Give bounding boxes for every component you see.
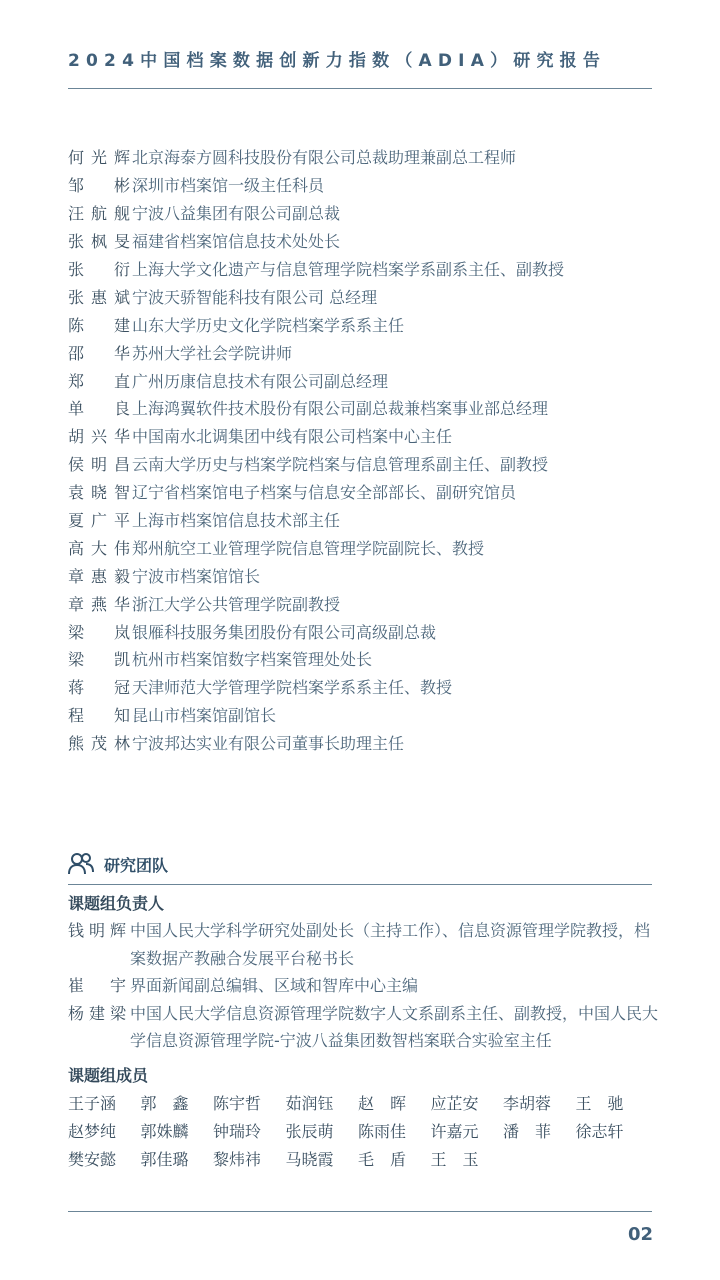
page-number: 02	[628, 1224, 654, 1245]
expert-row	[68, 729, 668, 757]
expert-row	[68, 199, 668, 227]
member-name: 茹润钰	[285, 1093, 334, 1113]
member-name: 郭佳璐	[140, 1149, 189, 1169]
leader-title: 中国人民大学科学研究处副处长（主持工作）、信息资源管理学院教授，档案数据产教融合发展平台秘书长	[130, 921, 651, 968]
team-title: 研究团队	[104, 855, 169, 875]
expert-title: 郑州航空工业管理学院信息管理学院副院长、教授	[132, 538, 485, 558]
expert-list	[68, 143, 668, 757]
team-divider	[68, 884, 652, 885]
expert-name: 单 良	[68, 399, 130, 419]
expert-name: 高大伟	[68, 538, 130, 558]
expert-row	[68, 282, 668, 310]
expert-name: 蒋 冠	[68, 678, 130, 698]
expert-title: 宁波市档案馆馆长	[132, 566, 261, 586]
expert-row	[68, 589, 668, 617]
expert-title: 上海市档案馆信息技术部主任	[132, 511, 341, 531]
expert-row	[68, 561, 668, 589]
expert-row	[68, 310, 668, 338]
expert-row	[68, 506, 668, 534]
expert-title: 广州历康信息技术有限公司副总经理	[132, 371, 389, 391]
leader-name: 崔 宇	[68, 976, 126, 995]
expert-row	[68, 338, 668, 366]
member-list	[68, 1088, 668, 1172]
expert-name: 何光辉	[68, 148, 130, 168]
expert-row	[68, 645, 668, 673]
expert-title: 山东大学历史文化学院档案学系系主任	[132, 315, 405, 335]
leader-title: 中国人民大学信息资源管理学院数字人文系副系主任、副教授，中国人民大学信息资源管理学院-宁波八益集团数智档案联合实验室主任	[130, 1003, 659, 1050]
expert-name: 梁 凯	[68, 650, 130, 670]
expert-title: 宁波八益集团有限公司副总裁	[132, 204, 341, 224]
member-row	[68, 1116, 668, 1144]
expert-name: 陈 建	[68, 315, 130, 335]
expert-name: 章燕华	[68, 594, 130, 614]
member-name: 王 玉	[430, 1149, 479, 1169]
leader-name: 杨建梁	[68, 1003, 126, 1023]
expert-name: 夏广平	[68, 511, 130, 531]
member-name: 王 驰	[575, 1093, 624, 1113]
member-name: 张辰萌	[285, 1121, 334, 1141]
expert-name: 章惠毅	[68, 566, 130, 586]
member-name: 马晓霞	[285, 1149, 334, 1169]
expert-row	[68, 450, 668, 478]
leader-row	[68, 917, 658, 972]
expert-name: 张 衍	[68, 260, 130, 279]
expert-title: 上海鸿翼软件技术股份有限公司副总裁兼档案事业部总经理	[132, 399, 549, 419]
expert-title: 宁波天骄智能科技有限公司 总经理	[132, 287, 378, 307]
expert-row	[68, 617, 668, 645]
leader-list	[68, 917, 658, 1055]
expert-row	[68, 533, 668, 561]
leaders-label: 课题组负责人	[68, 894, 165, 913]
report-title: 2024中国档案数据创新力指数（ADIA）研究报告	[68, 51, 607, 71]
member-name: 赵梦纯	[68, 1121, 117, 1141]
expert-title: 杭州市档案馆数字档案管理处处长	[132, 650, 373, 670]
header-divider	[68, 88, 652, 89]
expert-name: 张惠斌	[68, 287, 130, 307]
expert-row	[68, 701, 668, 729]
member-name: 应芷安	[430, 1093, 479, 1113]
expert-title: 昆山市档案馆副馆长	[132, 706, 277, 726]
member-name: 郭 鑫	[140, 1093, 189, 1113]
expert-title: 北京海泰方圆科技股份有限公司总裁助理兼副总工程师	[132, 148, 517, 168]
expert-row	[68, 673, 668, 701]
member-name: 王子涵	[68, 1093, 117, 1113]
expert-name: 郑 直	[68, 371, 130, 391]
member-name: 陈宇哲	[213, 1093, 262, 1113]
expert-title: 深圳市档案馆一级主任科员	[132, 176, 325, 196]
expert-name: 梁 岚	[68, 622, 130, 642]
expert-row	[68, 255, 668, 283]
leader-row	[68, 1000, 658, 1055]
leader-name: 钱明辉	[68, 921, 126, 940]
member-row	[68, 1144, 668, 1172]
members-label: 课题组成员	[68, 1066, 149, 1085]
expert-title: 上海大学文化遗产与信息管理学院档案学系副系主任、副教授	[132, 260, 565, 279]
member-name: 毛 盾	[358, 1149, 407, 1169]
expert-title: 云南大学历史与档案学院档案与信息管理系副主任、副教授	[132, 455, 549, 475]
leader-row	[68, 972, 658, 1000]
member-name: 许嘉元	[430, 1121, 479, 1141]
expert-title: 福建省档案馆信息技术处处长	[132, 232, 341, 252]
expert-title: 宁波邦达实业有限公司董事长助理主任	[132, 734, 405, 754]
member-name: 郭姝麟	[140, 1121, 189, 1141]
footer-divider	[68, 1211, 652, 1212]
expert-row	[68, 422, 668, 450]
team-section-header	[68, 852, 168, 876]
expert-title: 天津师范大学管理学院档案学系系主任、教授	[132, 678, 453, 698]
expert-name: 程 知	[68, 706, 130, 726]
expert-name: 汪航舰	[68, 204, 130, 224]
expert-name: 张枫旻	[68, 232, 130, 252]
member-name: 李胡蓉	[503, 1093, 552, 1113]
expert-title: 苏州大学社会学院讲师	[132, 343, 293, 363]
expert-name: 袁晓智	[68, 483, 130, 503]
member-name: 樊安懿	[68, 1149, 117, 1169]
member-name: 钟瑞玲	[213, 1121, 262, 1141]
member-name: 潘 菲	[503, 1121, 552, 1141]
member-name: 黎炜祎	[213, 1149, 262, 1169]
expert-row	[68, 478, 668, 506]
member-name: 赵 晖	[358, 1093, 407, 1113]
expert-name: 侯明昌	[68, 455, 130, 475]
expert-title: 中国南水北调集团中线有限公司档案中心主任	[132, 427, 453, 447]
expert-title: 浙江大学公共管理学院副教授	[132, 594, 341, 614]
expert-row	[68, 143, 668, 171]
expert-title: 辽宁省档案馆电子档案与信息安全部部长、副研究馆员	[132, 483, 517, 503]
expert-name: 邵 华	[68, 343, 130, 363]
expert-row	[68, 227, 668, 255]
leader-title: 界面新闻副总编辑、区域和智库中心主编	[130, 976, 419, 995]
member-row	[68, 1088, 668, 1116]
expert-name: 熊茂林	[68, 734, 130, 754]
expert-title: 银雁科技服务集团股份有限公司高级副总裁	[132, 622, 437, 642]
expert-row	[68, 394, 668, 422]
expert-row	[68, 171, 668, 199]
member-name: 徐志轩	[575, 1121, 624, 1141]
member-name: 陈雨佳	[358, 1121, 407, 1141]
expert-name: 邹 彬	[68, 176, 130, 196]
team-people-icon	[68, 852, 94, 876]
expert-row	[68, 366, 668, 394]
expert-name: 胡兴华	[68, 427, 130, 447]
